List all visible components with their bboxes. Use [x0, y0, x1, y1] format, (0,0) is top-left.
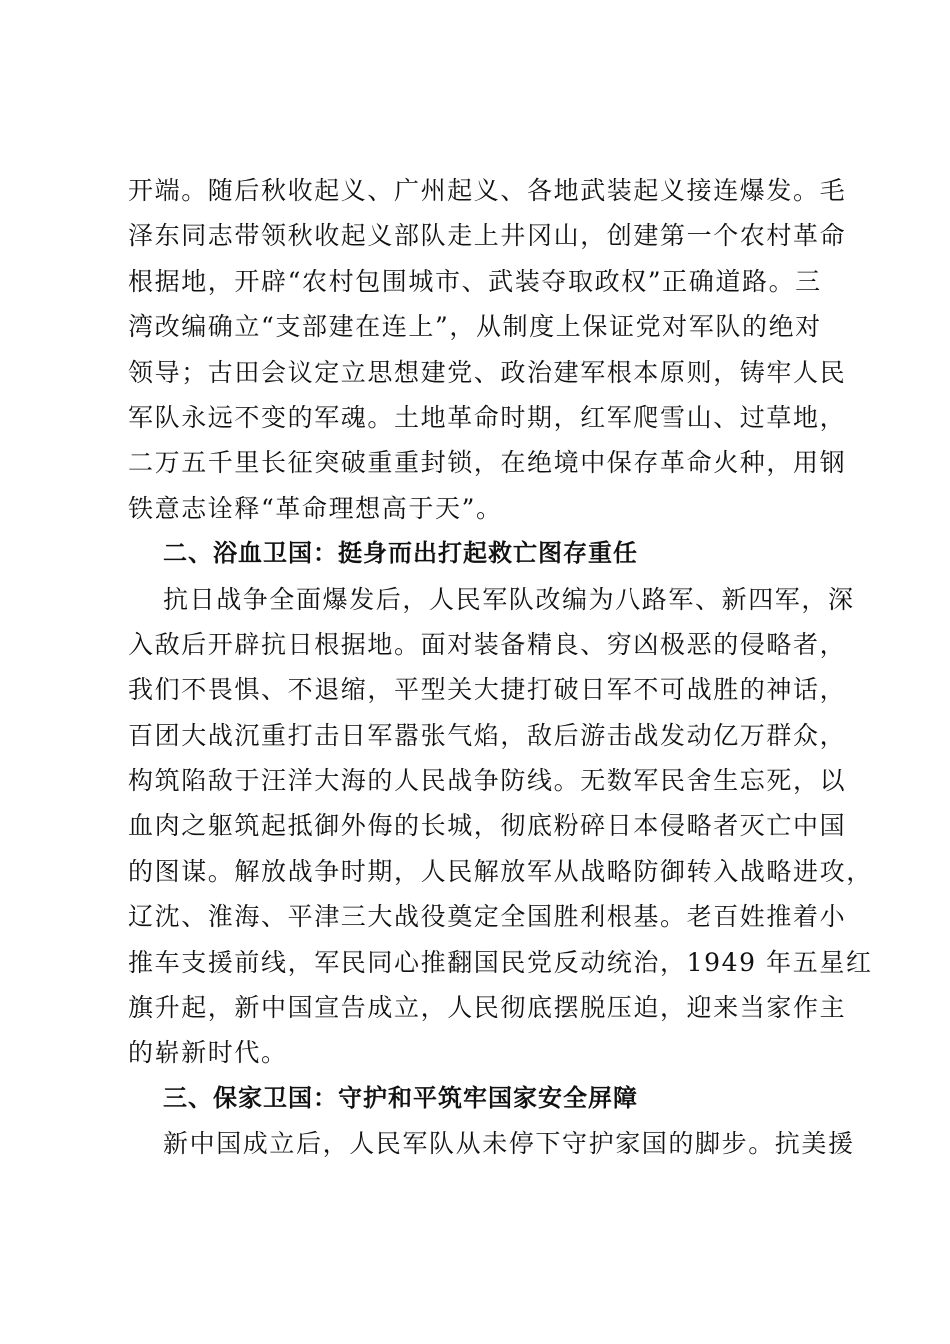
paragraph-3: [128, 1121, 855, 1166]
paragraph-line: 血肉之躯筑起抵御外侮的长城，彻底粉碎日本侵略者灭亡中国: [128, 811, 847, 841]
paragraph-line: 推车支援前线，军民同心推翻国民党反动统治，1949 年五星红: [128, 947, 873, 977]
paragraph-line: 泽东同志带领秋收起义部队走上井冈山，创建第一个农村革命: [128, 221, 847, 251]
paragraph-line: 抗日战争全面爆发后，人民军队改编为八路军、新四军，深: [163, 584, 855, 614]
paragraph-2: [128, 577, 873, 1076]
paragraph-line: 百团大战沉重打击日军嚣张气焰，敌后游击战发动亿万群众，: [128, 720, 847, 750]
paragraph-line: 的图谋。解放战争时期，人民解放军从战略防御转入战略进攻，: [128, 856, 873, 886]
paragraph-line: 我们不畏惧、不退缩，平型关大捷打破日军不可战胜的神话，: [128, 675, 847, 705]
paragraph-line: 根据地，开辟“农村包围城市、武装夺取政权”正确道路。三: [128, 266, 822, 296]
paragraph-line: 开端。随后秋收起义、广州起义、各地武装起义接连爆发。毛: [128, 176, 847, 205]
section-heading-2: 二、浴血卫国：挺身而出打起救亡图存重任: [163, 539, 638, 568]
paragraph-1: [128, 168, 848, 531]
paragraph-line: 的崭新时代。: [128, 1038, 288, 1068]
paragraph-line: 新中国成立后，人民军队从未停下守护家国的脚步。抗美援: [163, 1129, 855, 1159]
paragraph-line: 军队永远不变的军魂。土地革命时期，红军爬雪山、过草地，: [128, 402, 847, 432]
paragraph-line: 旗升起，新中国宣告成立，人民彻底摆脱压迫，迎来当家作主: [128, 993, 847, 1023]
paragraph-line: 入敌后开辟抗日根据地。面对装备精良、穷凶极恶的侵略者，: [128, 629, 847, 659]
paragraph-line: 领导；古田会议定立思想建党、政治建军根本原则，铸牢人民: [128, 357, 847, 387]
paragraph-line: 构筑陷敌于汪洋大海的人民战争防线。无数军民舍生忘死，以: [128, 766, 847, 796]
document-body: [128, 168, 873, 1167]
paragraph-line: 铁意志诠释“革命理想高于天”。: [128, 493, 503, 523]
paragraph-line: 辽沈、淮海、平津三大战役奠定全国胜利根基。老百姓推着小: [128, 902, 847, 932]
paragraph-line: 二万五千里长征突破重重封锁，在绝境中保存革命火种，用钢: [128, 448, 847, 478]
section-heading-3: 三、保家卫国：守护和平筑牢国家安全屏障: [163, 1083, 638, 1112]
paragraph-line: 湾改编确立“支部建在连上”，从制度上保证党对军队的绝对: [128, 312, 822, 342]
